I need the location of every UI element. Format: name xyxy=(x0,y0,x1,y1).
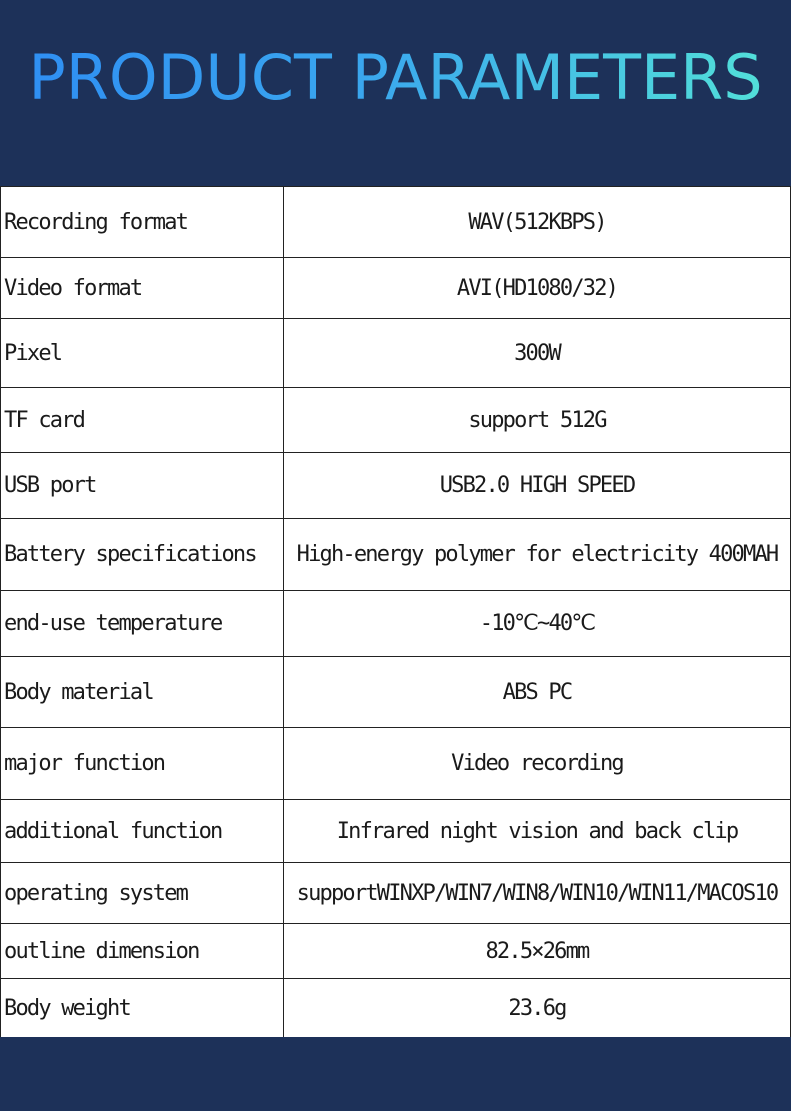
table-row xyxy=(1,319,791,388)
parameter-value-major-function: Video recording xyxy=(284,728,791,800)
parameter-label-operating-system: operating system xyxy=(1,863,284,924)
parameter-value-video-format: AVI(HD1080/32) xyxy=(284,258,791,319)
table-row xyxy=(1,800,791,863)
parameters-table-container xyxy=(0,186,791,1037)
parameter-label-body-material: Body material xyxy=(1,657,284,728)
table-row xyxy=(1,979,791,1038)
parameter-label-additional-function: additional function xyxy=(1,800,284,863)
table-row xyxy=(1,863,791,924)
parameter-value-usb-port: USB2.0 HIGH SPEED xyxy=(284,453,791,519)
page-title xyxy=(0,38,791,118)
table-row xyxy=(1,453,791,519)
table-row xyxy=(1,924,791,979)
parameter-label-recording-format: Recording format xyxy=(1,187,284,258)
table-row xyxy=(1,388,791,453)
parameter-label-major-function: major function xyxy=(1,728,284,800)
table-row xyxy=(1,187,791,258)
parameter-value-tf-card: support 512G xyxy=(284,388,791,453)
table-row xyxy=(1,728,791,800)
parameter-value-outline-dimension: 82.5×26mm xyxy=(284,924,791,979)
table-row xyxy=(1,591,791,657)
parameters-table xyxy=(0,186,791,1038)
parameter-label-tf-card: TF card xyxy=(1,388,284,453)
parameter-value-body-material: ABS PC xyxy=(284,657,791,728)
header-banner xyxy=(0,0,791,186)
parameter-label-end-use-temperature: end-use temperature xyxy=(1,591,284,657)
parameter-value-end-use-temperature: -10℃~40℃ xyxy=(284,591,791,657)
parameter-label-video-format: Video format xyxy=(1,258,284,319)
parameter-value-operating-system: supportWINXP/WIN7/WIN8/WIN10/WIN11/MACOS10 xyxy=(284,863,791,924)
parameter-label-usb-port: USB port xyxy=(1,453,284,519)
footer-band xyxy=(0,1037,791,1111)
parameter-label-battery-specifications: Battery specifications xyxy=(1,519,284,591)
parameter-value-battery-specifications: High-energy polymer for electricity 400MAH xyxy=(284,519,791,591)
parameter-value-recording-format: WAV(512KBPS) xyxy=(284,187,791,258)
parameter-value-pixel: 300W xyxy=(284,319,791,388)
parameter-value-additional-function: Infrared night vision and back clip xyxy=(284,800,791,863)
page-title-text: PRODUCT PARAMETERS xyxy=(28,41,763,114)
parameter-label-outline-dimension: outline dimension xyxy=(1,924,284,979)
table-row xyxy=(1,519,791,591)
table-row xyxy=(1,258,791,319)
parameter-value-body-weight: 23.6g xyxy=(284,979,791,1038)
table-row xyxy=(1,657,791,728)
parameter-label-body-weight: Body weight xyxy=(1,979,284,1038)
parameter-label-pixel: Pixel xyxy=(1,319,284,388)
